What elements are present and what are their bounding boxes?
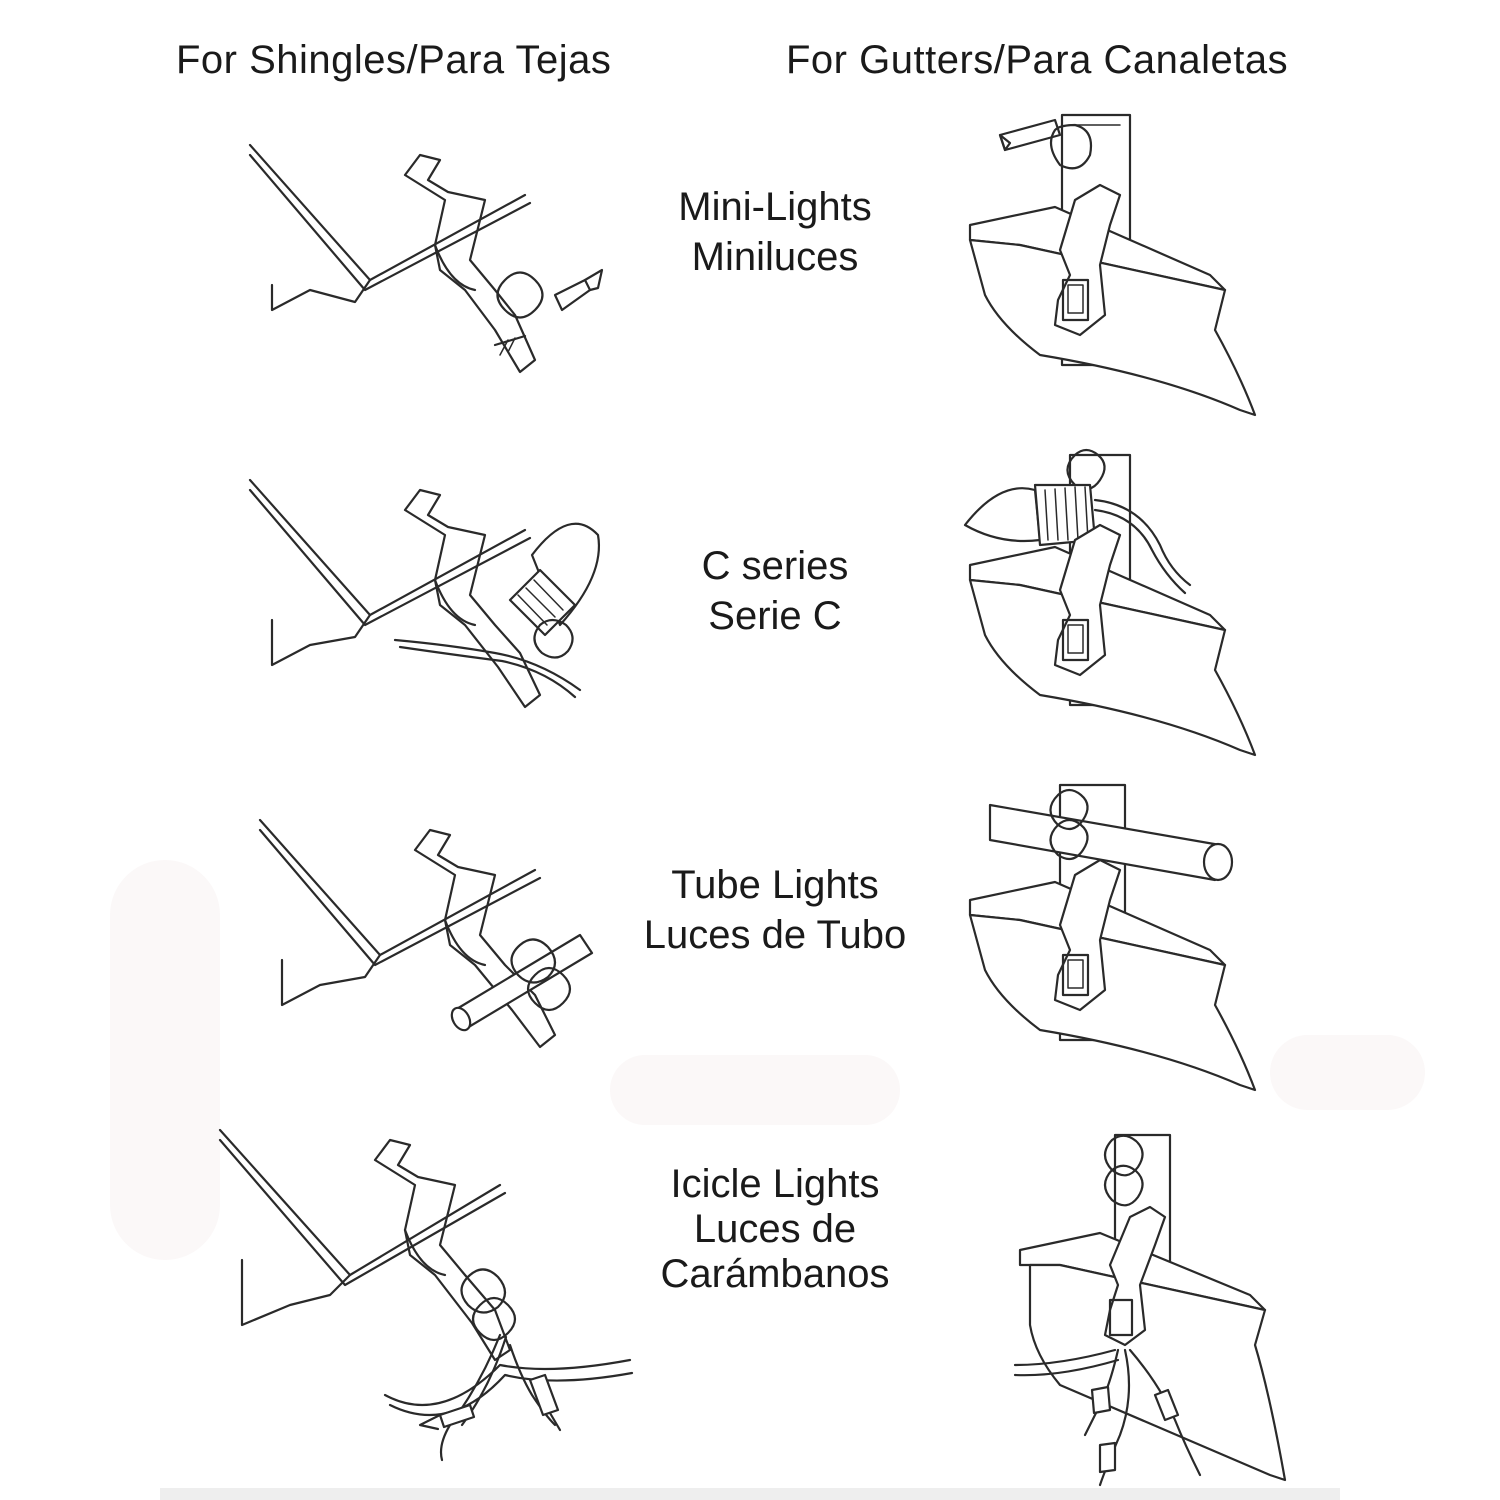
mini-lights-label-en: Mini-Lights: [678, 185, 872, 229]
c-series-label-es: Serie C: [708, 594, 842, 638]
shingle-clip-icicle-lights-illustration: [210, 1125, 650, 1465]
tube-lights-label: [580, 860, 970, 960]
tube-lights-label-en: Tube Lights: [671, 863, 879, 907]
background-smudge: [610, 1055, 900, 1125]
background-smudge: [110, 860, 220, 1260]
background-smudge: [1270, 1035, 1425, 1110]
shingle-clip-mini-light-illustration: [240, 140, 620, 400]
shingle-clip-c-series-illustration: [240, 475, 620, 725]
gutters-column-header: For Gutters/Para Canaletas: [786, 38, 1289, 82]
bottom-divider: [160, 1488, 1340, 1500]
gutter-clip-tube-light-illustration: [960, 780, 1270, 1100]
tube-lights-label-es: Luces de Tubo: [643, 913, 907, 957]
icicle-lights-label-es-1: Luces de: [693, 1207, 857, 1251]
gutter-clip-mini-light-illustration: [960, 105, 1270, 425]
icicle-lights-label-es-2: Carámbanos: [660, 1252, 890, 1296]
c-series-label-en: C series: [701, 544, 849, 588]
mini-lights-label-es: Miniluces: [691, 235, 859, 279]
c-series-label: [580, 541, 970, 641]
shingles-column-header: For Shingles/Para Tejas: [176, 38, 612, 82]
gutter-clip-c-series-illustration: [960, 445, 1270, 765]
mini-lights-label: [580, 182, 970, 282]
icicle-lights-label-en: Icicle Lights: [670, 1162, 880, 1206]
gutter-clip-icicle-lights-illustration: [1000, 1125, 1300, 1495]
shingle-clip-tube-light-illustration: [250, 815, 610, 1065]
